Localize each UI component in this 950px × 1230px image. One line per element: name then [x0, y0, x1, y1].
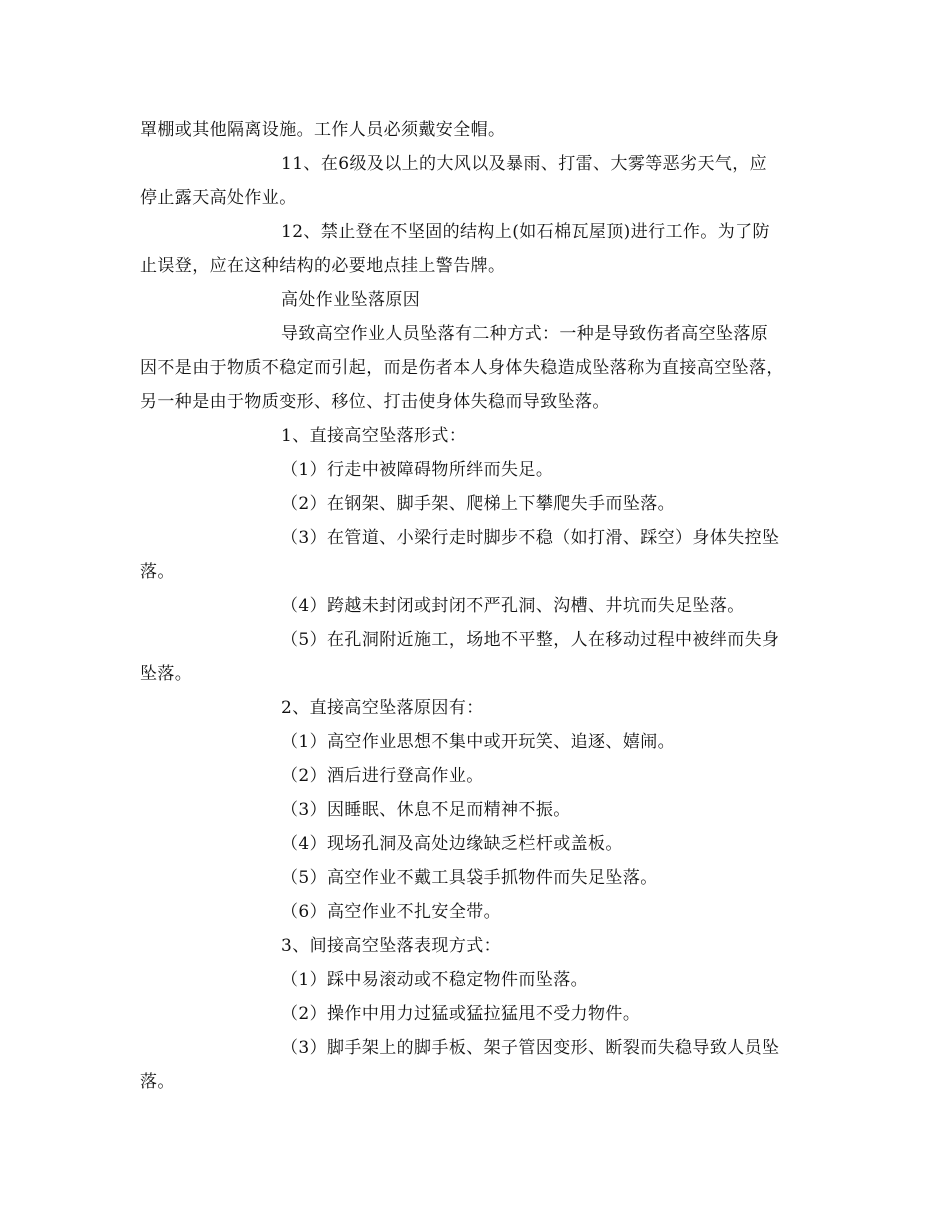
paragraph-line-1: 导致高空作业人员坠落有二种方式：一种是导致伤者高空坠落原 — [281, 324, 769, 344]
paragraph-line-3: 另一种是由于物质变形、移位、打击使身体失稳而导致坠落。 — [140, 392, 610, 412]
list-item: （1）踩中易滚动或不稳定物件而坠落。 — [281, 970, 589, 990]
subsection-heading-2: 2、直接高空坠落原因有： — [281, 698, 484, 718]
list-item: （5）高空作业不戴工具袋手抓物件而失足坠落。 — [281, 868, 658, 888]
list-item-cont: 落。 — [140, 1072, 175, 1092]
subsection-heading-1: 1、直接高空坠落形式： — [281, 426, 467, 446]
list-item: （2）酒后进行登高作业。 — [281, 766, 484, 786]
list-item: （2）在钢架、脚手架、爬梯上下攀爬失手而坠落。 — [281, 494, 676, 514]
paragraph-line-2: 因不是由于物质不稳定而引起，而是伤者本人身体失稳造成坠落称为直接高空坠落， — [140, 358, 784, 378]
subsection-heading-3: 3、间接高空坠落表现方式： — [281, 936, 502, 956]
list-item: （3）脚手架上的脚手板、架子管因变形、断裂而失稳导致人员坠 — [281, 1038, 780, 1058]
text-line-continuation: 罩棚或其他隔离设施。工作人员必须戴安全帽。 — [140, 120, 506, 140]
list-item: （1）行走中被障碍物所绊而失足。 — [281, 460, 554, 480]
list-item: （2）操作中用力过猛或猛拉猛甩不受力物件。 — [281, 1004, 641, 1024]
list-item: （3）因睡眠、休息不足而精神不振。 — [281, 800, 571, 820]
text-line-item-11-cont: 停止露天高处作业。 — [140, 188, 297, 208]
list-item: （6）高空作业不扎安全带。 — [281, 902, 502, 922]
text-line-item-12-cont: 止误登，应在这种结构的必要地点挂上警告牌。 — [140, 256, 506, 276]
list-item: （4）现场孔洞及高处边缘缺乏栏杆或盖板。 — [281, 834, 623, 854]
text-line-item-11: 11、在6级及以上的大风以及暴雨、打雷、大雾等恶劣天气，应 — [281, 154, 768, 174]
list-item: （1）高空作业思想不集中或开玩笑、追逐、嬉闹。 — [281, 732, 676, 752]
list-item: （3）在管道、小梁行走时脚步不稳（如打滑、踩空）身体失控坠 — [281, 528, 780, 548]
section-heading: 高处作业坠落原因 — [281, 290, 421, 310]
list-item-cont: 落。 — [140, 562, 175, 582]
text-line-item-12: 12、禁止登在不坚固的结构上(如石棉瓦屋顶)进行工作。为了防 — [281, 222, 770, 242]
list-item: （5）在孔洞附近施工，场地不平整，人在移动过程中被绊而失身 — [281, 630, 780, 650]
list-item-cont: 坠落。 — [140, 664, 193, 684]
list-item: （4）跨越未封闭或封闭不严孔洞、沟槽、井坑而失足坠落。 — [281, 596, 745, 616]
